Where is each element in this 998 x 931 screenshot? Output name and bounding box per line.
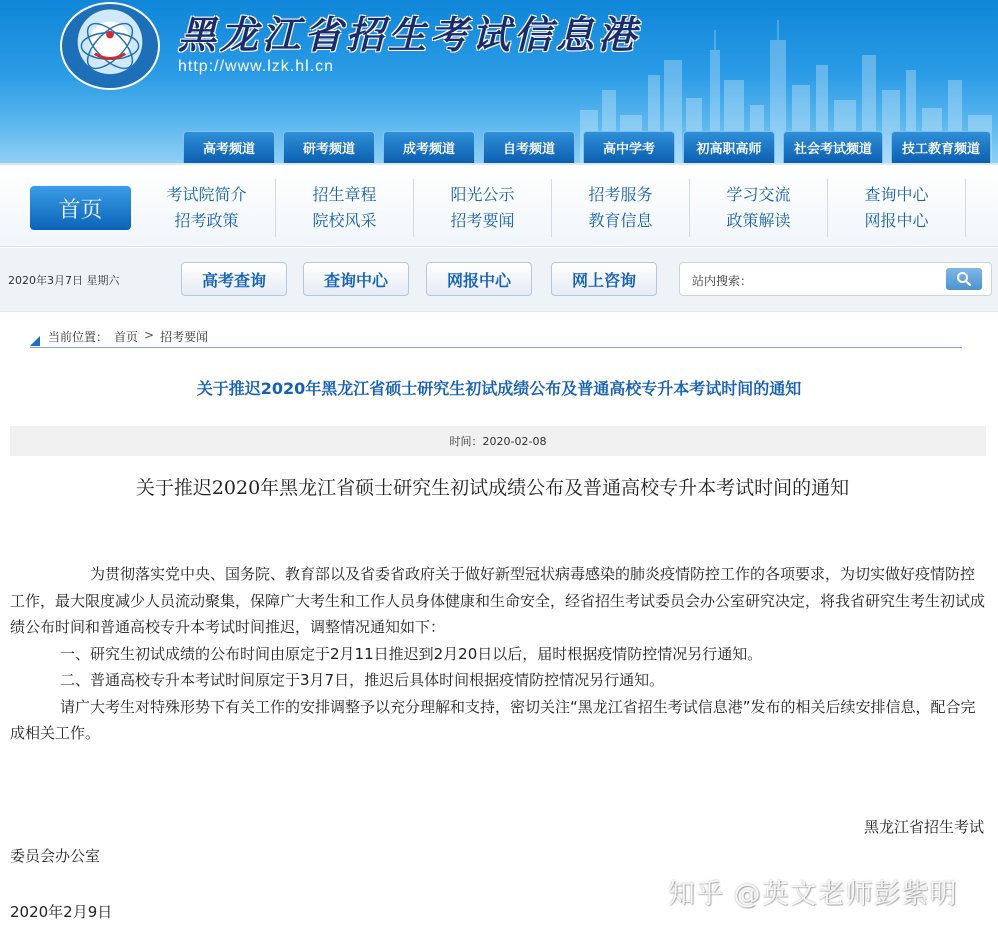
search-icon [956, 271, 972, 287]
nav-link-chaxun-zhongxin[interactable]: 查询中心 [864, 185, 929, 204]
online-consult-button[interactable]: 网上咨询 [551, 262, 657, 296]
channel-tab-shehui-kaoshi[interactable]: 社会考试频道 [783, 131, 883, 163]
breadcrumb-separator: > [144, 328, 155, 342]
site-banner [0, 0, 998, 163]
quick-toolbar [0, 248, 998, 312]
signature-organization-continued: 委员会办公室 [10, 847, 101, 865]
site-url: http://www.lzk.hl.cn [178, 58, 335, 75]
nav-link-zhaokao-fuwu[interactable]: 招考服务 [588, 185, 653, 204]
channel-tab-chugaozhi-gaoshi[interactable]: 初高职高师 [683, 131, 775, 163]
gaokao-query-button[interactable]: 高考查询 [181, 262, 287, 296]
signature-date: 2020年2月9日 [10, 903, 113, 921]
breadcrumb-prefix: 当前位置： [48, 330, 109, 344]
article-paragraph-closing: 请广大考生对特殊形势下有关工作的安排调整予以充分理解和支持，密切关注“黑龙江省招生考试信息港”发布的相关后续安排信息，配合完成相关工作。 [10, 697, 976, 742]
nav-groups [138, 179, 966, 237]
nav-group-1 [138, 179, 276, 237]
nav-link-zhaokao-yaowen[interactable]: 招考要闻 [450, 211, 515, 230]
time-value: 2020-02-08 [482, 434, 547, 448]
article-body [10, 561, 986, 747]
nav-group-6 [828, 179, 966, 237]
time-label: 时间： [449, 435, 483, 448]
search-label: 站内搜索： [692, 274, 753, 288]
channel-tab-chengkao[interactable]: 成考频道 [383, 131, 475, 163]
nav-group-3 [414, 179, 552, 237]
nav-link-yangguang-gongshi[interactable]: 阳光公示 [450, 185, 515, 204]
breadcrumb-home-link[interactable]: 首页 [114, 330, 139, 344]
breadcrumb-marker-icon [30, 336, 40, 346]
site-title: 黑龙江省招生考试信息港 [178, 12, 641, 57]
nav-link-zhaokao-zhengce[interactable]: 招考政策 [174, 211, 239, 230]
breadcrumb-trail [48, 328, 208, 345]
main-navigation [0, 163, 998, 247]
search-input[interactable] [766, 268, 952, 290]
search-button[interactable] [946, 268, 982, 290]
article-paragraph-item-1: 一、研究生初试成绩的公布时间由原定于2月11日推迟到2月20日以后，届时根据疫情防控情况另行通知。 [60, 644, 763, 663]
nav-link-wangbao-zhongxin[interactable]: 网报中心 [864, 211, 929, 230]
site-logo[interactable] [60, 2, 160, 90]
online-registration-button[interactable]: 网报中心 [426, 262, 532, 296]
current-date: 2020年3月7日 星期六 [8, 274, 120, 287]
logo-emblem-icon [62, 4, 158, 88]
nav-group-5 [690, 179, 828, 237]
nav-group-4 [552, 179, 690, 237]
nav-link-zhaosheng-zhangcheng[interactable]: 招生章程 [312, 185, 377, 204]
breadcrumb [30, 326, 962, 348]
channel-tab-jigong-jiaoyu[interactable]: 技工教育频道 [891, 131, 991, 163]
signature-organization: 黑龙江省招生考试 [863, 818, 984, 836]
channel-tabs [183, 131, 991, 163]
channel-tab-yankao[interactable]: 研考频道 [283, 131, 375, 163]
query-center-button[interactable]: 查询中心 [303, 262, 409, 296]
article-title: 关于推迟2020年黑龙江省硕士研究生初试成绩公布及普通高校专升本考试时间的通知 [135, 477, 850, 499]
nav-link-xuexi-jiaoliu[interactable]: 学习交流 [726, 185, 791, 204]
article-list-title: 关于推迟2020年黑龙江省硕士研究生初试成绩公布及普通高校专升本考试时间的通知 [196, 379, 802, 398]
article-paragraph-item-2: 二、普通高校专升本考试时间原定于3月7日，推迟后具体时间根据疫情防控情况另行通知。 [60, 671, 665, 689]
nav-link-jiaoyu-xinxi[interactable]: 教育信息 [588, 211, 653, 230]
channel-tab-gaokao[interactable]: 高考频道 [183, 131, 275, 163]
home-button[interactable]: 首页 [30, 186, 131, 230]
zhihu-watermark: 知乎 @英文老师彭紫明 [668, 879, 958, 910]
site-search [679, 262, 992, 296]
channel-tab-zikao[interactable]: 自考频道 [483, 131, 575, 163]
nav-group-2 [276, 179, 414, 237]
article-time-bar [10, 426, 986, 456]
nav-link-yuanxiao-fengcai[interactable]: 院校风采 [312, 211, 377, 230]
channel-tab-gaozhong-xuekao[interactable]: 高中学考 [583, 131, 675, 163]
nav-link-zhengce-jiedu[interactable]: 政策解读 [726, 211, 791, 230]
nav-link-kaoshiyuan-jianjie[interactable]: 考试院简介 [166, 185, 247, 204]
article-paragraph-intro: 为贯彻落实党中央、国务院、教育部以及省委省政府关于做好新型冠状病毒感染的肺炎疫情防控工作的各项要求，为切实做好疫情防控工作，最大限度减少人员流动聚集，保障广大考生和工作人员身体健康和生命安全，经省招生考试委员会办公室研究决定，将我省研究生考生初试成绩公布时间和普通高校专升本考试时间推迟，调整情况通知如下： [10, 565, 986, 636]
breadcrumb-section-link[interactable]: 招考要闻 [160, 330, 209, 344]
